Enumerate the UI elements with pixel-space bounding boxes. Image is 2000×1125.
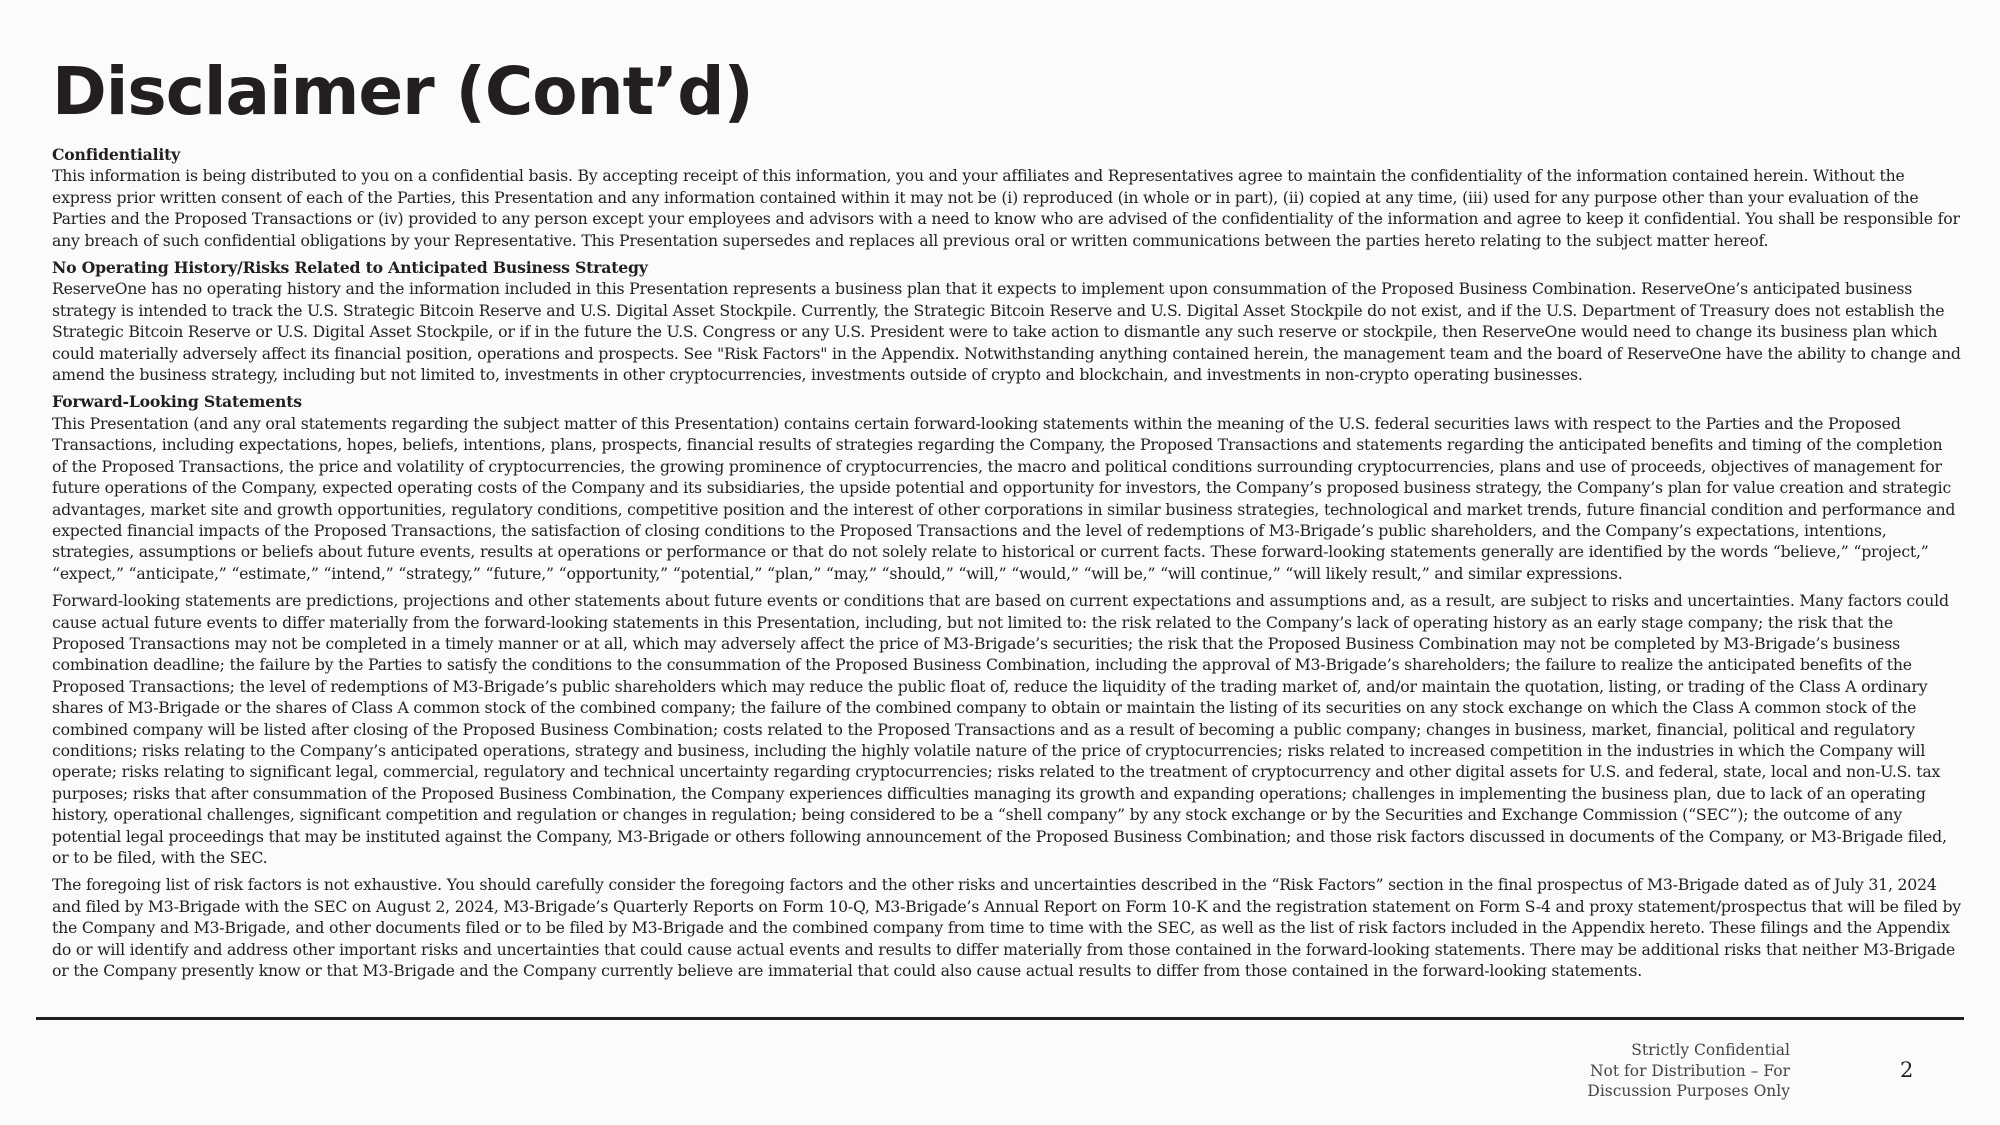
page-number: 2 [1900, 1058, 1914, 1082]
footer-line: Discussion Purposes Only [1587, 1082, 1790, 1100]
footer-divider [36, 1017, 1964, 1020]
disclaimer-body [52, 144, 1962, 987]
forward-looking-section [52, 391, 1962, 981]
footer-line: Not for Distribution – For [1589, 1061, 1790, 1080]
section-heading: Confidentiality [52, 145, 181, 164]
confidentiality-footer [1587, 1040, 1790, 1102]
confidentiality-section [52, 144, 1962, 251]
confidentiality-paragraph: This information is being distributed to you on a confidential basis. By accepting receipt of this information, you and your affiliates and Representatives agree to maintain the confidentiality of the information contained herein. Without the express prior written consent of each of the Parties, this Presentation and any information contained within it may not be (i) reproduced (in whole or in part), (ii) copied at any time, (iii) used for any purpose other than your evaluation of the Parties and the Proposed Transactions or (iv) provided to any person except your employees and advisors with a need to know who are advised of the confidentiality of the information and agree to keep it confidential. You shall be responsible for any breach of such confidential obligations by your Representative. This Presentation supersedes and replaces all previous oral or written communications between the parties hereto relating to the subject matter hereof. [52, 166, 1960, 250]
footer-line: Strictly Confidential [1631, 1041, 1790, 1059]
forward-looking-paragraph-1: This Presentation (and any oral statements regarding the subject matter of this Presentation) contains certain forward-looking statements within the meaning of the U.S. federal securities laws with respect to the Parties and the Proposed Transactions, including expectations, hopes, beliefs, intentions, plans, prospects, financial results of strategies regarding the Company, the Proposed Transactions and statements regarding the anticipated benefits and timing of the completion of the Proposed Transactions, the price and volatility of cryptocurrencies, the growing prominence of cryptocurrencies, the macro and political conditions surrounding cryptocurrencies, plans and use of proceeds, objectives of management for future operations of the Company, expected operating costs of the Company and its subsidiaries, the upside potential and opportunity for investors, the Company’s proposed business strategy, the Company’s plan for value creation and strategic advantages, market site and growth opportunities, regulatory conditions, competitive position and the interest of other corporations in similar business strategies, technological and market trends, future financial condition and performance and expected financial impacts of the Proposed Transactions, the satisfaction of closing conditions to the Proposed Transactions and the level of redemptions of M3-Brigade’s public shareholders, and the Company’s expectations, intentions, strategies, assumptions or beliefs about future events, results at operations or performance or that do not solely relate to historical or current facts. These forward-looking statements generally are identified by the words “believe,” “project,” “expect,” “anticipate,” “estimate,” “intend,” “strategy,” “future,” “opportunity,” “potential,” “plan,” “may,” “should,” “will,” “would,” “will be,” “will continue,” “will likely result,” and similar expressions. [52, 413, 1956, 583]
page-title: Disclaimer (Cont’d) [52, 53, 753, 130]
no-operating-history-paragraph: ReserveOne has no operating history and the information included in this Presentation represents a business plan that it expects to implement upon consummation of the Proposed Business Combination. ReserveOne’s anticipated business strategy is intended to track the U.S. Strategic Bitcoin Reserve and U.S. Digital Asset Stockpile. Currently, the Strategic Bitcoin Reserve and U.S. Digital Asset Stockpile do not exist, and if the U.S. Department of Treasury does not establish the Strategic Bitcoin Reserve or U.S. Digital Asset Stockpile, or if in the future the U.S. Congress or any U.S. President were to take action to dismantle any such reserve or stockpile, then ReserveOne would need to change its business plan which could materially adversely affect its financial position, operations and prospects. See "Risk Factors" in the Appendix. Notwithstanding anything contained herein, the management team and the board of ReserveOne have the ability to change and amend the business strategy, including but not limited to, investments in other cryptocurrencies, investments outside of crypto and blockchain, and investments in non-crypto operating businesses. [52, 279, 1961, 385]
forward-looking-paragraph-3: The foregoing list of risk factors is not exhaustive. You should carefully consider the foregoing factors and the other risks and uncertainties described in the “Risk Factors” section in the final prospectus of M3-Brigade dated as of July 31, 2024 and filed by M3-Brigade with the SEC on August 2, 2024, M3-Brigade’s Quarterly Reports on Form 10-Q, M3-Brigade’s Annual Report on Form 10-K and the registration statement on Form S-4 and proxy statement/prospectus that will be filed by the Company and M3-Brigade, and other documents filed or to be filed by M3-Brigade and the combined company from time to time with the SEC, as well as the list of risk factors included in the Appendix hereto. These filings and the Appendix do or will identify and address other important risks and uncertainties that could cause actual events and results to differ materially from those contained in the forward-looking statements. There may be additional risks that neither M3-Brigade or the Company presently know or that M3-Brigade and the Company currently believe are immaterial that could also cause actual results to differ from those contained in the forward-looking statements. [52, 875, 1961, 981]
forward-looking-paragraph-2: Forward-looking statements are predictions, projections and other statements about future events or conditions that are based on current expectations and assumptions and, as a result, are subject to risks and uncertainties. Many factors could cause actual future events to differ materially from the forward-looking statements in this Presentation, including, but not limited to: the risk related to the Company’s lack of operating history as an early stage company; the risk that the Proposed Transactions may not be completed in a timely manner or at all, which may adversely affect the price of M3-Brigade’s securities; the risk that the Proposed Business Combination may not be completed by M3-Brigade’s business combination deadline; the failure by the Parties to satisfy the conditions to the consummation of the Proposed Business Combination, including the approval of M3-Brigade’s shareholders; the failure to realize the anticipated benefits of the Proposed Transactions; the level of redemptions of M3-Brigade’s public shareholders which may reduce the public float of, reduce the liquidity of the trading market of, and/or maintain the quotation, listing, or trading of the Class A ordinary shares of M3-Brigade or the shares of Class A common stock of the combined company; the failure of the combined company to obtain or maintain the listing of its securities on any stock exchange on which the Class A common stock of the combined company will be listed after closing of the Proposed Business Combination; costs related to the Proposed Transactions and as a result of becoming a public company; changes in business, market, financial, political and regulatory conditions; risks relating to the Company’s anticipated operations, strategy and business, including the highly volatile nature of the price of cryptocurrencies; risks related to increased competition in the industries in which the Company will operate; risks relating to significant legal, commercial, regulatory and technical uncertainty regarding cryptocurrencies; risks related to the treatment of cryptocurrency and other digital assets for U.S. and federal, state, local and non-U.S. tax purposes; risks that after consummation of the Proposed Business Combination, the Company experiences difficulties managing its growth and expanding operations; challenges in implementing the business plan, due to lack of an operating history, operational challenges, significant competition and regulation or changes in regulation; being considered to be a “shell company” by any stock exchange or by the Securities and Exchange Commission (“SEC”); the outcome of any potential legal proceedings that may be instituted against the Company, M3-Brigade or others following announcement of the Proposed Business Combination; and those risk factors discussed in documents of the Company, or M3-Brigade filed, or to be filed, with the SEC. [52, 591, 1949, 867]
no-operating-history-section [52, 257, 1962, 385]
section-heading: Forward-Looking Statements [52, 392, 302, 412]
section-heading: No Operating History/Risks Related to Anticipated Business Strategy [52, 258, 648, 278]
